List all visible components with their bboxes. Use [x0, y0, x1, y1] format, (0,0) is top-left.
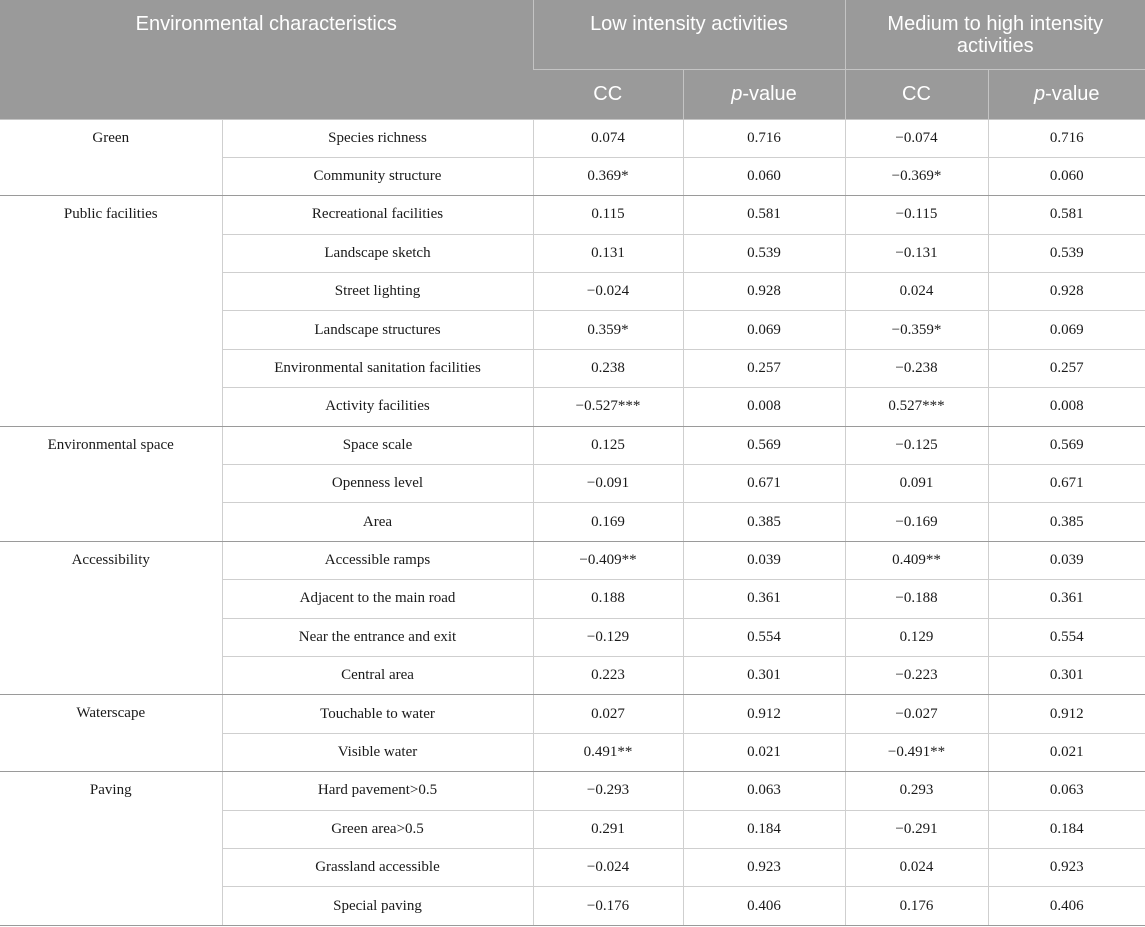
header-low-cc: CC — [533, 69, 683, 119]
cell-feature: Landscape structures — [222, 311, 533, 349]
cell-high-pvalue: 0.554 — [988, 618, 1145, 656]
cell-high-pvalue: 0.928 — [988, 273, 1145, 311]
p-suffix: -value — [742, 83, 797, 105]
cell-high-pvalue: 0.361 — [988, 580, 1145, 618]
p-italic: p — [731, 83, 743, 105]
cell-high-pvalue: 0.569 — [988, 426, 1145, 464]
group-label: Waterscape — [0, 695, 222, 772]
cell-feature: Green area>0.5 — [222, 810, 533, 848]
cell-high-cc: −0.027 — [845, 695, 988, 733]
cell-low-cc: −0.091 — [533, 465, 683, 503]
cell-low-pvalue: 0.184 — [683, 810, 845, 848]
cell-feature: Openness level — [222, 465, 533, 503]
cell-low-pvalue: 0.716 — [683, 119, 845, 157]
cell-high-cc: 0.293 — [845, 772, 988, 810]
cell-feature: Species richness — [222, 119, 533, 157]
cell-feature: Recreational facilities — [222, 196, 533, 234]
cell-low-pvalue: 0.069 — [683, 311, 845, 349]
cell-high-cc: −0.291 — [845, 810, 988, 848]
cell-high-cc: −0.369* — [845, 157, 988, 195]
cell-high-cc: 0.409** — [845, 541, 988, 579]
header-high-cc: CC — [845, 69, 988, 119]
header-low-pvalue — [683, 69, 845, 119]
cell-low-pvalue: 0.569 — [683, 426, 845, 464]
cell-high-pvalue: 0.581 — [988, 196, 1145, 234]
cell-low-pvalue: 0.554 — [683, 618, 845, 656]
cell-high-pvalue: 0.008 — [988, 388, 1145, 426]
cell-high-pvalue: 0.406 — [988, 887, 1145, 925]
table-row — [0, 695, 1145, 733]
cell-high-cc: −0.491** — [845, 733, 988, 771]
cell-low-pvalue: 0.063 — [683, 772, 845, 810]
cell-high-pvalue: 0.021 — [988, 733, 1145, 771]
cell-high-cc: −0.169 — [845, 503, 988, 541]
cell-high-pvalue: 0.257 — [988, 349, 1145, 387]
cell-low-cc: 0.223 — [533, 656, 683, 694]
cell-low-pvalue: 0.021 — [683, 733, 845, 771]
cell-feature: Special paving — [222, 887, 533, 925]
cell-low-cc: 0.027 — [533, 695, 683, 733]
cell-high-cc: 0.527*** — [845, 388, 988, 426]
cell-high-cc: −0.131 — [845, 234, 988, 272]
cell-low-cc: 0.125 — [533, 426, 683, 464]
cell-low-pvalue: 0.361 — [683, 580, 845, 618]
cell-high-cc: −0.074 — [845, 119, 988, 157]
cell-high-pvalue: 0.069 — [988, 311, 1145, 349]
cell-low-pvalue: 0.257 — [683, 349, 845, 387]
cell-high-cc: −0.223 — [845, 656, 988, 694]
table-body — [0, 119, 1145, 925]
cell-feature: Visible water — [222, 733, 533, 771]
cell-low-pvalue: 0.385 — [683, 503, 845, 541]
header-low-intensity: Low intensity activities — [533, 0, 845, 69]
table-row — [0, 196, 1145, 234]
cell-feature: Adjacent to the main road — [222, 580, 533, 618]
cell-feature: Area — [222, 503, 533, 541]
cell-high-pvalue: 0.184 — [988, 810, 1145, 848]
cell-low-cc: 0.115 — [533, 196, 683, 234]
table-header — [0, 0, 1145, 119]
cell-low-cc: 0.291 — [533, 810, 683, 848]
cell-high-pvalue: 0.912 — [988, 695, 1145, 733]
cell-low-pvalue: 0.301 — [683, 656, 845, 694]
group-label: Paving — [0, 772, 222, 926]
cell-low-cc: −0.024 — [533, 848, 683, 886]
cell-feature: Grassland accessible — [222, 848, 533, 886]
cell-high-cc: 0.024 — [845, 273, 988, 311]
cell-feature: Community structure — [222, 157, 533, 195]
cell-low-pvalue: 0.039 — [683, 541, 845, 579]
cell-feature: Accessible ramps — [222, 541, 533, 579]
cell-high-pvalue: 0.063 — [988, 772, 1145, 810]
header-high-intensity: Medium to high intensity activities — [845, 0, 1145, 69]
cell-high-pvalue: 0.301 — [988, 656, 1145, 694]
cell-high-cc: −0.188 — [845, 580, 988, 618]
cell-low-cc: 0.169 — [533, 503, 683, 541]
cell-feature: Central area — [222, 656, 533, 694]
cell-low-cc: 0.074 — [533, 119, 683, 157]
p-suffix: -value — [1045, 83, 1100, 105]
table-row — [0, 541, 1145, 579]
group-label: Environmental space — [0, 426, 222, 541]
cell-high-pvalue: 0.539 — [988, 234, 1145, 272]
cell-high-pvalue: 0.671 — [988, 465, 1145, 503]
cell-low-pvalue: 0.923 — [683, 848, 845, 886]
cell-low-cc: 0.491** — [533, 733, 683, 771]
cell-high-pvalue: 0.385 — [988, 503, 1145, 541]
cell-high-cc: −0.238 — [845, 349, 988, 387]
cell-feature: Touchable to water — [222, 695, 533, 733]
cell-high-pvalue: 0.039 — [988, 541, 1145, 579]
cell-low-pvalue: 0.008 — [683, 388, 845, 426]
cell-high-pvalue: 0.060 — [988, 157, 1145, 195]
cell-high-cc: 0.091 — [845, 465, 988, 503]
cell-low-cc: −0.176 — [533, 887, 683, 925]
cell-low-cc: 0.131 — [533, 234, 683, 272]
header-environmental-characteristics: Environmental characteristics — [0, 0, 533, 119]
group-label: Green — [0, 119, 222, 196]
cell-low-cc: −0.129 — [533, 618, 683, 656]
table-row — [0, 772, 1145, 810]
table-row — [0, 426, 1145, 464]
cell-high-pvalue: 0.716 — [988, 119, 1145, 157]
cell-feature: Activity facilities — [222, 388, 533, 426]
cell-high-cc: −0.115 — [845, 196, 988, 234]
cell-feature: Landscape sketch — [222, 234, 533, 272]
cell-low-pvalue: 0.406 — [683, 887, 845, 925]
cell-high-cc: 0.176 — [845, 887, 988, 925]
cell-low-pvalue: 0.581 — [683, 196, 845, 234]
table-row — [0, 119, 1145, 157]
group-label: Public facilities — [0, 196, 222, 426]
cell-low-cc: 0.238 — [533, 349, 683, 387]
cell-low-cc: 0.188 — [533, 580, 683, 618]
cell-low-pvalue: 0.539 — [683, 234, 845, 272]
cell-low-pvalue: 0.671 — [683, 465, 845, 503]
cell-low-cc: −0.024 — [533, 273, 683, 311]
header-high-pvalue — [988, 69, 1145, 119]
cell-low-cc: 0.359* — [533, 311, 683, 349]
group-label: Accessibility — [0, 541, 222, 695]
cell-high-cc: −0.359* — [845, 311, 988, 349]
cell-high-cc: 0.129 — [845, 618, 988, 656]
cell-low-pvalue: 0.928 — [683, 273, 845, 311]
p-italic: p — [1033, 83, 1046, 105]
cell-low-cc: 0.369* — [533, 157, 683, 195]
cell-high-cc: −0.125 — [845, 426, 988, 464]
cell-low-pvalue: 0.060 — [683, 157, 845, 195]
cell-feature: Hard pavement>0.5 — [222, 772, 533, 810]
cell-low-pvalue: 0.912 — [683, 695, 845, 733]
cell-low-cc: −0.527*** — [533, 388, 683, 426]
cell-feature: Environmental sanitation facilities — [222, 349, 533, 387]
cell-high-cc: 0.024 — [845, 848, 988, 886]
cell-low-cc: −0.293 — [533, 772, 683, 810]
cell-high-pvalue: 0.923 — [988, 848, 1145, 886]
cell-feature: Space scale — [222, 426, 533, 464]
cell-feature: Near the entrance and exit — [222, 618, 533, 656]
cell-feature: Street lighting — [222, 273, 533, 311]
cell-low-cc: −0.409** — [533, 541, 683, 579]
